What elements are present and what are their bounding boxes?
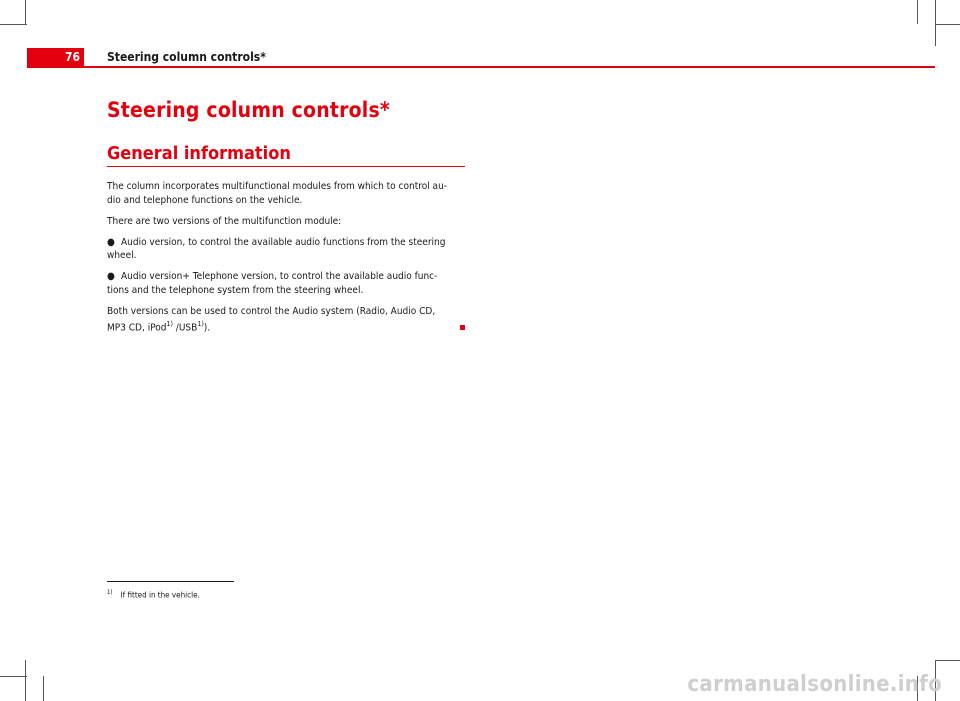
- text-line: The column incorporates multifunctional modules from which to control au-: [107, 181, 448, 192]
- crop-mark: [25, 0, 26, 24]
- both-versions-paragraph: [107, 305, 467, 335]
- footnote-text: If fitted in the vehicle.: [120, 590, 200, 600]
- body-text: [107, 180, 467, 342]
- subtitle-rule: [107, 166, 465, 167]
- bullet-icon: ●: [107, 271, 115, 282]
- footnote-ref: 1): [197, 320, 204, 328]
- crop-mark: [917, 0, 918, 24]
- footnote-marker: 1): [107, 589, 113, 596]
- page-title: Steering column controls*: [107, 98, 390, 122]
- watermark: carmanualsonline.info: [687, 672, 942, 697]
- crop-mark: [935, 24, 960, 25]
- text-line: ).: [203, 322, 211, 334]
- text-line: Audio version, to control the available audio functions from the steering: [121, 236, 446, 248]
- bullet-item-audio-telephone: [107, 270, 467, 297]
- crop-mark: [935, 660, 960, 661]
- text-line: Both versions can be used to control the Audio system (Radio, Audio CD,: [107, 305, 436, 317]
- versions-intro-paragraph: [107, 215, 467, 229]
- crop-mark: [935, 0, 936, 46]
- text-line: wheel.: [107, 250, 137, 261]
- text-line: dio and telephone functions on the vehicle.: [107, 194, 303, 206]
- crop-mark: [0, 24, 27, 25]
- intro-paragraph: [107, 180, 467, 207]
- footnote-rule: [107, 581, 234, 582]
- crop-mark: [43, 676, 44, 701]
- section-subtitle: General information: [107, 143, 291, 164]
- bullet-item-audio: [107, 236, 467, 263]
- footnote: [107, 589, 200, 600]
- text-line: There are two versions of the multifunction module:: [107, 215, 342, 227]
- text-line: tions and the telephone system from the steering wheel.: [107, 284, 364, 296]
- bullet-icon: ●: [107, 236, 115, 248]
- running-header-title: Steering column controls*: [107, 50, 266, 64]
- footnote-ref: 1): [166, 320, 173, 328]
- text-line: /USB: [172, 322, 198, 334]
- text-line: Audio version+ Telephone version, to control the available audio func-: [121, 271, 438, 282]
- header-rule: [27, 66, 935, 68]
- text-line: MP3 CD, iPod: [107, 322, 167, 334]
- end-of-section-icon: [460, 325, 465, 330]
- crop-mark: [0, 676, 27, 677]
- page-number: 76: [27, 48, 84, 66]
- crop-mark: [25, 660, 26, 701]
